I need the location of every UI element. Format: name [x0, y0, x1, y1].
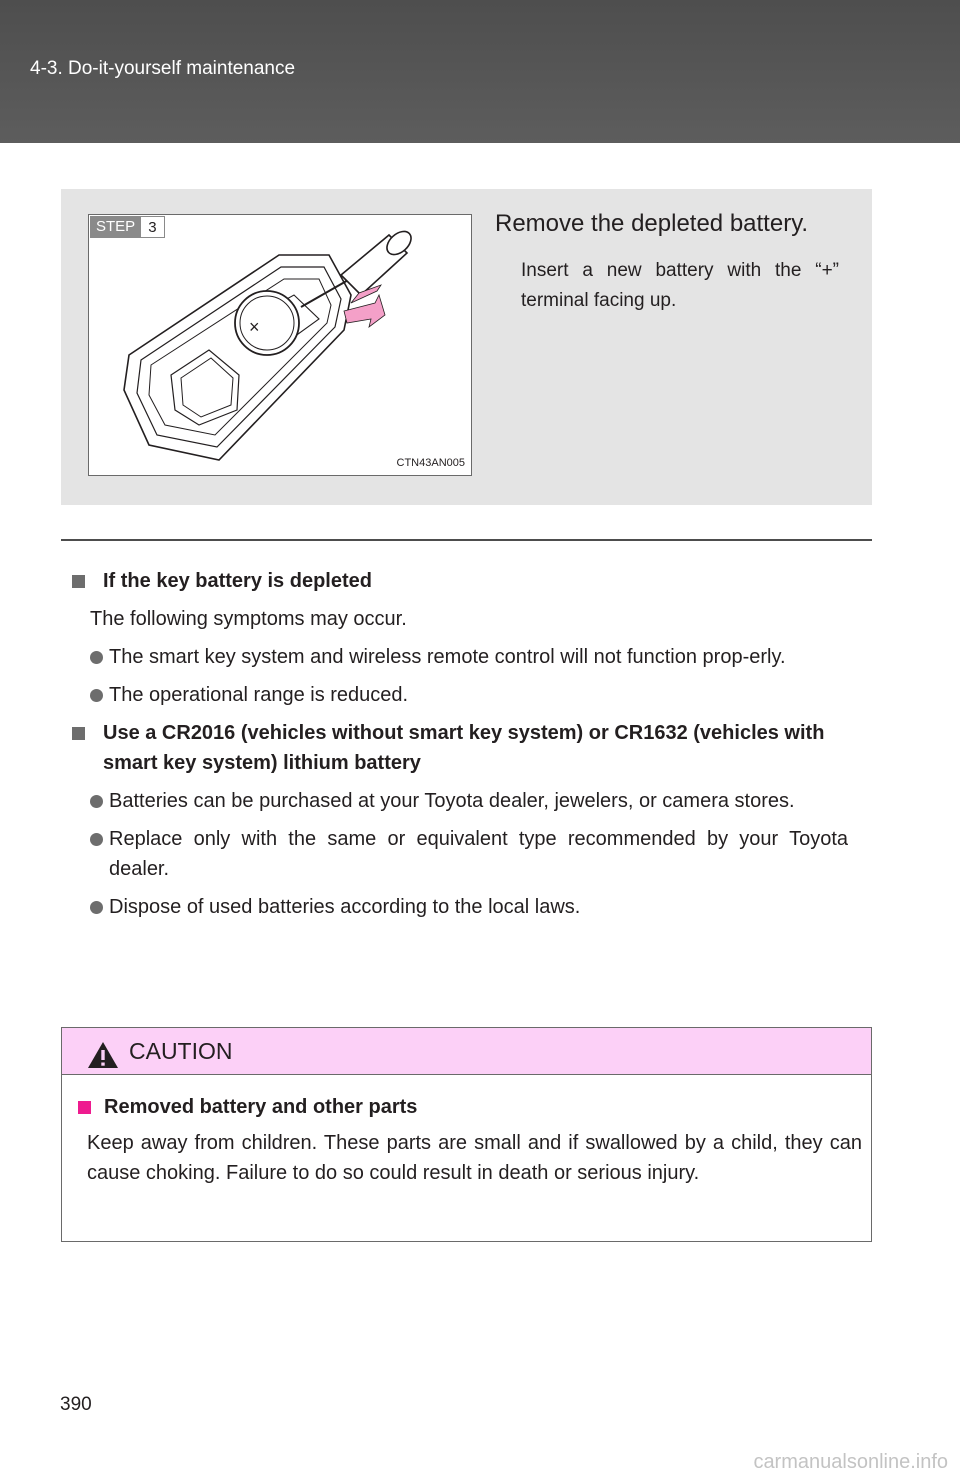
list-item [70, 642, 870, 672]
note-heading [70, 718, 870, 778]
bullet-icon [90, 651, 103, 664]
page-number: 390 [60, 1394, 92, 1415]
note-heading-text: If the key battery is depleted [103, 570, 372, 592]
note-heading-text: Use a CR2016 (vehicles without smart key system) or CR1632 (vehicles with smart key system) lithium battery [103, 722, 825, 774]
square-marker-icon [78, 1101, 91, 1114]
step-label: STEP [90, 216, 141, 238]
list-item-text: Batteries can be purchased at your Toyota dealer, jewelers, or camera stores. [109, 790, 795, 812]
bullet-icon [90, 795, 103, 808]
figure-code: CTN43AN005 [396, 457, 465, 469]
square-marker-icon [72, 575, 85, 588]
watermark: carmanualsonline.info [753, 1451, 948, 1473]
warning-triangle-icon [86, 1040, 120, 1070]
square-marker-icon [72, 727, 85, 740]
key-battery-drawing [89, 215, 471, 475]
battery-illustration [88, 214, 472, 476]
bullet-icon [90, 901, 103, 914]
list-item [70, 892, 870, 922]
section-title: 4-3. Do-it-yourself maintenance [30, 58, 296, 79]
step-instruction: Remove the depleted battery. [495, 210, 809, 237]
list-item [70, 824, 870, 884]
caution-box [61, 1027, 872, 1242]
bullet-icon [90, 689, 103, 702]
list-item-text: Dispose of used batteries according to the local laws. [109, 896, 581, 918]
list-item-text: The smart key system and wireless remote control will not function prop-erly. [109, 646, 786, 668]
bullet-icon [90, 833, 103, 846]
header-band [0, 0, 960, 143]
svg-text:×: × [249, 317, 260, 337]
list-item [70, 680, 870, 710]
list-item [70, 786, 870, 816]
caution-heading [78, 1092, 862, 1122]
caution-heading-text: Removed battery and other parts [104, 1096, 418, 1118]
caution-body [78, 1092, 862, 1196]
caution-title: CAUTION [129, 1038, 233, 1064]
section-divider [61, 539, 872, 541]
caution-text: Keep away from children. These parts are small and if swallowed by a child, they can cause choking. Failure to do so could result in death or serious injury. [87, 1132, 862, 1184]
step-badge [90, 216, 165, 238]
note-intro: The following symptoms may occur. [90, 608, 407, 630]
note-heading [70, 566, 870, 596]
notes-section [70, 566, 870, 930]
list-item-text: Replace only with the same or equivalent type recommended by your Toyota dealer. [109, 828, 848, 880]
step-number: 3 [141, 216, 164, 238]
list-item-text: The operational range is reduced. [109, 684, 409, 706]
step-detail: Insert a new battery with the “+” terminal facing up. [521, 260, 839, 311]
caution-header [62, 1028, 871, 1075]
